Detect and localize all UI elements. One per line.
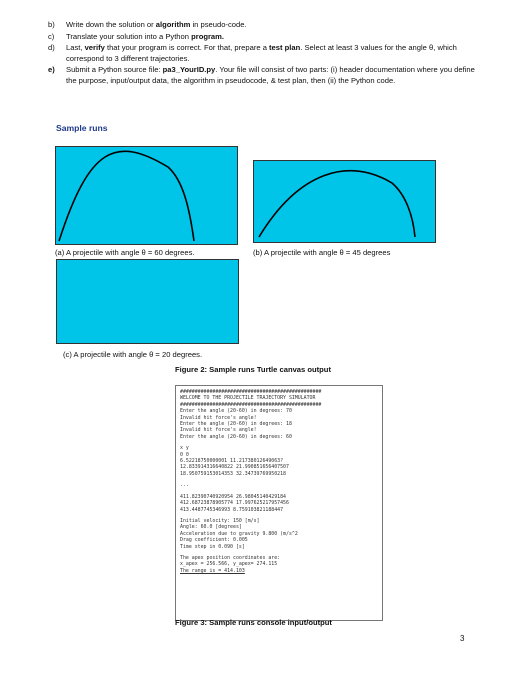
console-line: Enter the angle (20-60) in degrees: 60 [180,433,292,440]
console-line: Initial velocity: 150 [m/s] [180,517,260,524]
console-line: Invalid hit force's angle! [180,414,257,421]
console-line: Acceleration due to gravity 9.800 (m/s^2 [180,530,298,537]
console-line: Enter the angle (20-60) in degrees: 18 [180,421,292,428]
list-item [48,43,476,64]
list-marker: d) [48,43,55,53]
caption-c: (c) A projectile with angle θ = 20 degrees. [63,350,203,359]
console-line: ################################################ [180,389,322,395]
list-text: . Your file will consist of two parts: (i) header documentation where you define the purpose, input/output data, the algorithm in pseudocode, & test plan, then (ii) the Python code. [66,65,475,85]
console-line: x_apex = 256.566, y_apex= 274.115 [180,561,278,568]
list-text: that your program is correct. For that, prepare a [104,43,270,53]
console-line: Angle: 60.0 [degrees] [180,524,242,531]
console-line: 411.82390740920954 26.98045140429184 [180,493,286,500]
turtle-canvas-60deg [55,146,238,245]
console-line: 412.68723878905774 17.997625217957456 [180,500,289,507]
list-text: Translate your solution into a Python [66,31,192,41]
list-marker: c) [48,31,55,41]
list-marker: b) [48,20,55,29]
console-line: 413.4487745346993 8.759103821188447 [180,506,284,513]
console-line: 18.950759153014353 32.34739769950218 [180,470,286,477]
console-line: Time step in 0.090 [s] [180,543,245,550]
figure-2-caption: Figure 2: Sample runs Turtle canvas output [175,365,331,374]
list-item [48,65,476,86]
list-text: in pseudo-code. [190,20,247,29]
list-marker: e) [48,65,55,75]
caption-a: (a) A projectile with angle θ = 60 degrees. [55,248,195,257]
trajectory-curve-45deg [259,171,415,237]
list-text: test plan [269,43,301,53]
turtle-canvas-20deg [56,259,239,344]
console-line: x y [180,445,189,452]
list-text: program. [191,31,225,41]
list-text: pa3_YourID.py [162,65,216,75]
console-line: Enter the angle (20-60) in degrees: 70 [180,408,292,415]
instruction-list [48,20,476,88]
list-item [48,32,476,43]
console-output [175,385,383,621]
console-line: 6.52218750000001 11.21738012649063? [180,458,284,465]
console-line: 12.833914316640822 21.990851656407507 [180,464,289,471]
figure-3-caption: Figure 3: Sample runs console input/output [175,618,332,627]
console-line: 0 0 [180,451,189,458]
list-text: . Select at least 3 values for the angle θ, which correspond to 3 different trajectories. [66,43,457,63]
list-item [48,20,476,31]
console-line: The range is = 414.103 [180,567,245,574]
list-text: Last, [66,43,85,53]
console-line: The apex position coordinates are: [180,554,281,561]
console-line: ... [180,482,189,489]
console-line: Invalid hit force's angle! [180,427,257,434]
list-text: Write down the solution or [66,20,156,29]
turtle-canvas-45deg [253,160,436,243]
page-number: 3 [460,634,465,643]
console-line: ################################################ [180,401,322,408]
caption-b: (b) A projectile with angle θ = 45 degrees [253,248,391,257]
sample-runs-heading: Sample runs [56,123,108,133]
list-text: algorithm [155,20,191,29]
list-text: Submit a Python source file: [66,65,163,75]
list-text: verify [84,43,105,53]
console-line: Drag coefficient: 0.005 [180,537,248,544]
console-line: WELCOME TO THE PROJECTILE TRAJECTORY SIMULATOR [180,395,316,402]
trajectory-curve-60deg [59,151,194,241]
